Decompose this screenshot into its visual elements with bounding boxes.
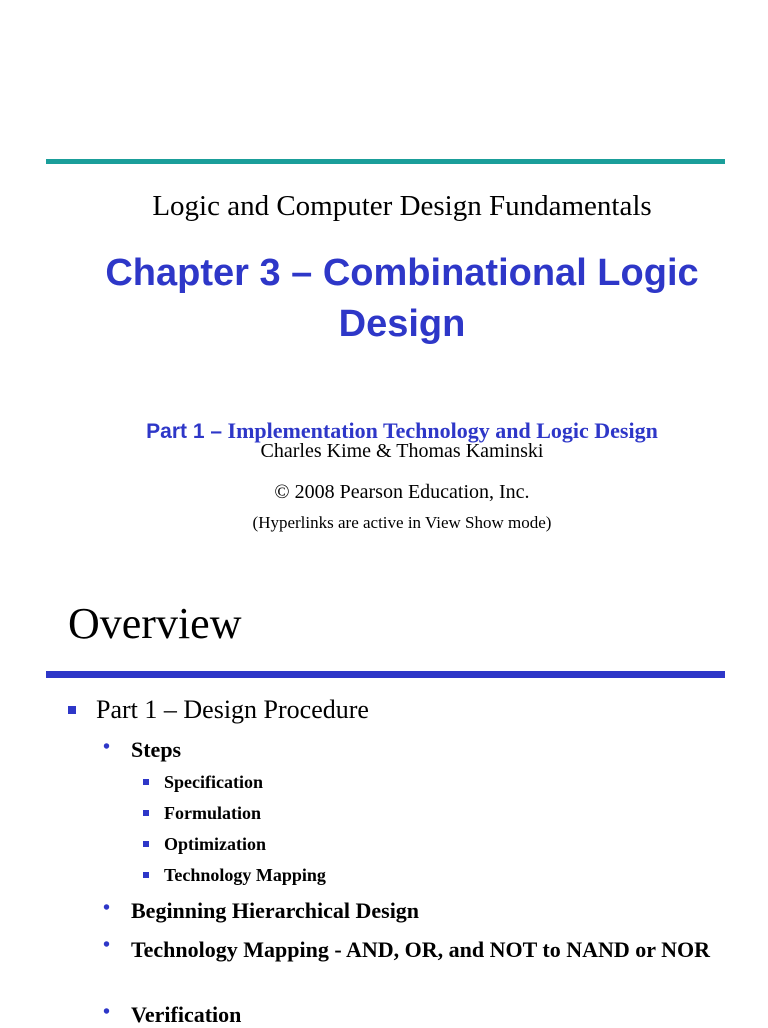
dot-bullet-icon: • [103, 1001, 111, 1023]
title-top-rule [46, 159, 725, 164]
authors: Charles Kime & Thomas Kaminski [260, 440, 544, 462]
outline-item-text: Steps [131, 737, 182, 762]
outline-item-text: Specification [164, 772, 263, 792]
hyperlink-note: (Hyperlinks are active in View Show mode) [252, 513, 552, 532]
square-bullet-icon [143, 872, 149, 878]
square-bullet-icon [143, 841, 149, 847]
dot-bullet-icon: • [103, 736, 111, 758]
dot-bullet-icon: • [103, 897, 111, 919]
outline-item-text: Beginning Hierarchical Design [131, 898, 420, 923]
outline-item-text: Verification [131, 1002, 242, 1027]
dot-bullet-icon: • [103, 934, 111, 956]
book-title: Logic and Computer Design Fundamentals [152, 190, 652, 222]
chapter-title: Chapter 3 – Combinational Logic Design [105, 252, 699, 345]
copyright: © 2008 Pearson Education, Inc. [274, 481, 530, 503]
outline-item-text: Optimization [164, 834, 266, 854]
outline-item-text: Part 1 – Design Procedure [96, 695, 369, 724]
part-label: Part 1 – [146, 420, 223, 443]
overview-title: Overview [68, 599, 242, 648]
outline-item-text: Technology Mapping - AND, OR, and NOT to NAND or NOR [131, 937, 711, 962]
square-bullet-icon [143, 779, 149, 785]
overview-rule [46, 671, 725, 678]
part-text: Implementation Technology and Logic Design [227, 418, 658, 443]
square-bullet-icon [143, 810, 149, 816]
outline-item-text: Technology Mapping [164, 865, 326, 885]
outline-item-text: Formulation [164, 803, 261, 823]
square-bullet-icon [68, 706, 76, 714]
